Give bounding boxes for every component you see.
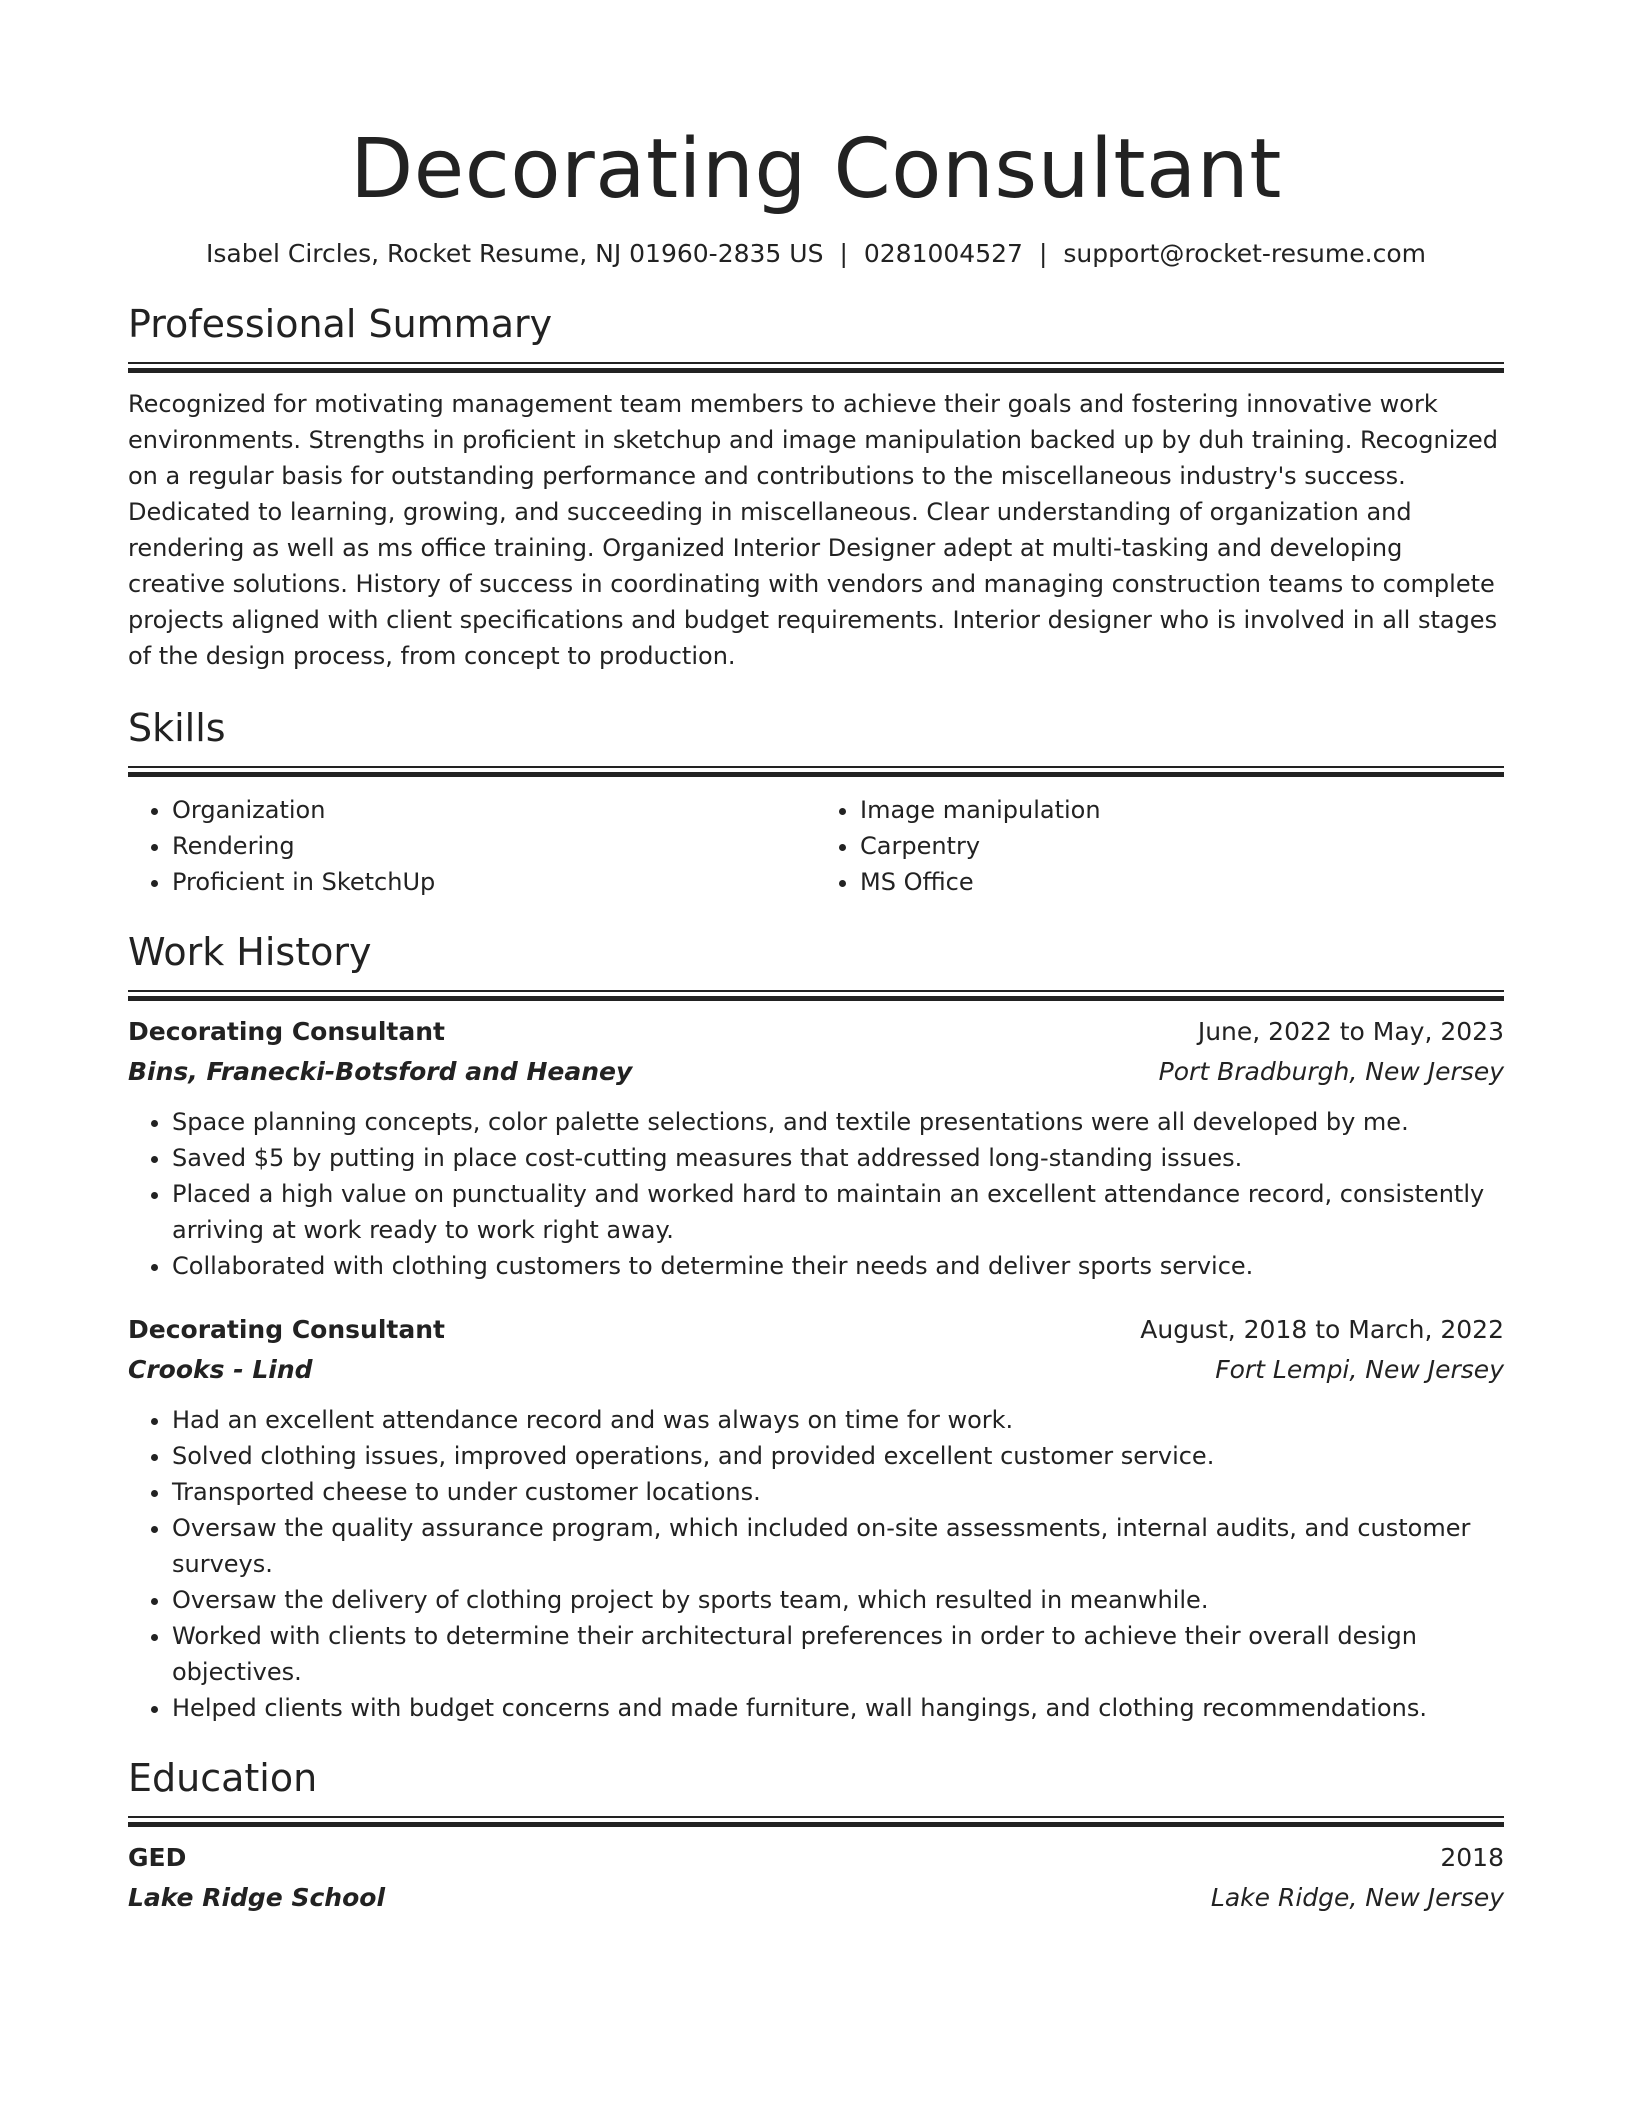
job-company: Bins, Franecki-Botsford and Heaney — [128, 1057, 633, 1086]
job-entry — [128, 1012, 1504, 1284]
work-heading: Work History — [128, 930, 372, 974]
section-divider — [128, 766, 1504, 776]
job-location: Fort Lempi, New Jersey — [1215, 1355, 1504, 1384]
job-subheader — [128, 1052, 1504, 1092]
job-location: Port Bradburgh, New Jersey — [1158, 1057, 1504, 1086]
skill-item: • Carpentry — [860, 828, 1504, 864]
skills-heading: Skills — [128, 706, 226, 750]
education-location: Lake Ridge, New Jersey — [1210, 1883, 1504, 1912]
contact-line — [128, 238, 1504, 270]
section-divider — [128, 990, 1504, 1000]
job-bullet: • Helped clients with budget concerns and made furniture, wall hangings, and clothing recommendations. — [172, 1690, 1504, 1726]
education-subheader — [128, 1878, 1504, 1918]
contact-address: Isabel Circles, Rocket Resume, NJ 01960-2835 US — [206, 239, 824, 268]
job-bullet: • Solved clothing issues, improved operations, and provided excellent customer service. — [172, 1438, 1504, 1474]
job-bullets — [128, 1104, 1504, 1284]
job-dates: August, 2018 to March, 2022 — [1140, 1315, 1504, 1344]
skills-left-list — [128, 792, 816, 900]
job-header — [128, 1012, 1504, 1052]
skill-item: • MS Office — [860, 864, 1504, 900]
contact-email: support@rocket-resume.com — [1063, 239, 1426, 268]
job-subheader — [128, 1350, 1504, 1390]
skill-item: • Image manipulation — [860, 792, 1504, 828]
job-title: Decorating Consultant — [128, 1315, 445, 1344]
skill-item: • Proficient in SketchUp — [172, 864, 816, 900]
skills-grid — [128, 792, 1504, 900]
summary-section — [128, 300, 1504, 674]
job-header — [128, 1310, 1504, 1350]
section-divider — [128, 1816, 1504, 1826]
contact-separator: | — [839, 239, 848, 268]
work-section — [128, 928, 1504, 1726]
job-title: Decorating Consultant — [128, 1017, 445, 1046]
summary-heading: Professional Summary — [128, 302, 553, 346]
job-bullet: • Placed a high value on punctuality and worked hard to maintain an excellent attendance record, consistently arriving at work ready to work right away. — [172, 1176, 1504, 1248]
skills-section — [128, 704, 1504, 900]
resume-title: Decorating Consultant — [350, 122, 1282, 217]
job-bullet: • Collaborated with clothing customers to determine their needs and deliver sports service. — [172, 1248, 1504, 1284]
skills-right-list — [816, 792, 1504, 900]
job-bullets — [128, 1402, 1504, 1726]
job-bullet: • Oversaw the quality assurance program, which included on-site assessments, internal audits, and customer surveys. — [172, 1510, 1504, 1582]
contact-separator: | — [1038, 239, 1048, 268]
resume-page — [128, 0, 1504, 1918]
job-bullet: • Space planning concepts, color palette selections, and textile presentations were all developed by me. — [172, 1104, 1504, 1140]
education-section — [128, 1754, 1504, 1918]
job-entry — [128, 1310, 1504, 1726]
contact-phone: 0281004527 — [863, 239, 1023, 268]
skill-item: • Organization — [172, 792, 816, 828]
skill-item: • Rendering — [172, 828, 816, 864]
education-degree: GED — [128, 1843, 187, 1872]
summary-text: Recognized for motivating management team members to achieve their goals and fostering innovative work environments. Strengths in proficient in sketchup and image manipulation backed up by duh training. Recognized on a regular basis for outstanding performance and contributions to the miscellaneous industry's success. Dedicated to learning, growing, and succeeding in miscellaneous. Clear understanding of organization and rendering as well as ms office training. Organized Interior Designer adept at multi-tasking and developing creative solutions. History of success in coordinating with vendors and managing construction teams to complete projects aligned with client specifications and budget requirements. Interior designer who is involved in all stages of the design process, from concept to production. — [128, 390, 1499, 670]
education-year: 2018 — [1440, 1843, 1504, 1872]
education-header — [128, 1838, 1504, 1878]
job-company: Crooks - Lind — [128, 1355, 313, 1384]
education-school: Lake Ridge School — [128, 1883, 386, 1912]
section-divider — [128, 362, 1504, 372]
education-entry — [128, 1838, 1504, 1918]
job-bullet: • Oversaw the delivery of clothing project by sports team, which resulted in meanwhile. — [172, 1582, 1504, 1618]
job-bullet: • Worked with clients to determine their architectural preferences in order to achieve their overall design objectives. — [172, 1618, 1504, 1690]
job-bullet: • Saved $5 by putting in place cost-cutting measures that addressed long-standing issues. — [172, 1140, 1504, 1176]
job-dates: June, 2022 to May, 2023 — [1197, 1017, 1504, 1046]
job-bullet: • Had an excellent attendance record and was always on time for work. — [172, 1402, 1504, 1438]
job-bullet: • Transported cheese to under customer locations. — [172, 1474, 1504, 1510]
education-heading: Education — [128, 1756, 318, 1800]
